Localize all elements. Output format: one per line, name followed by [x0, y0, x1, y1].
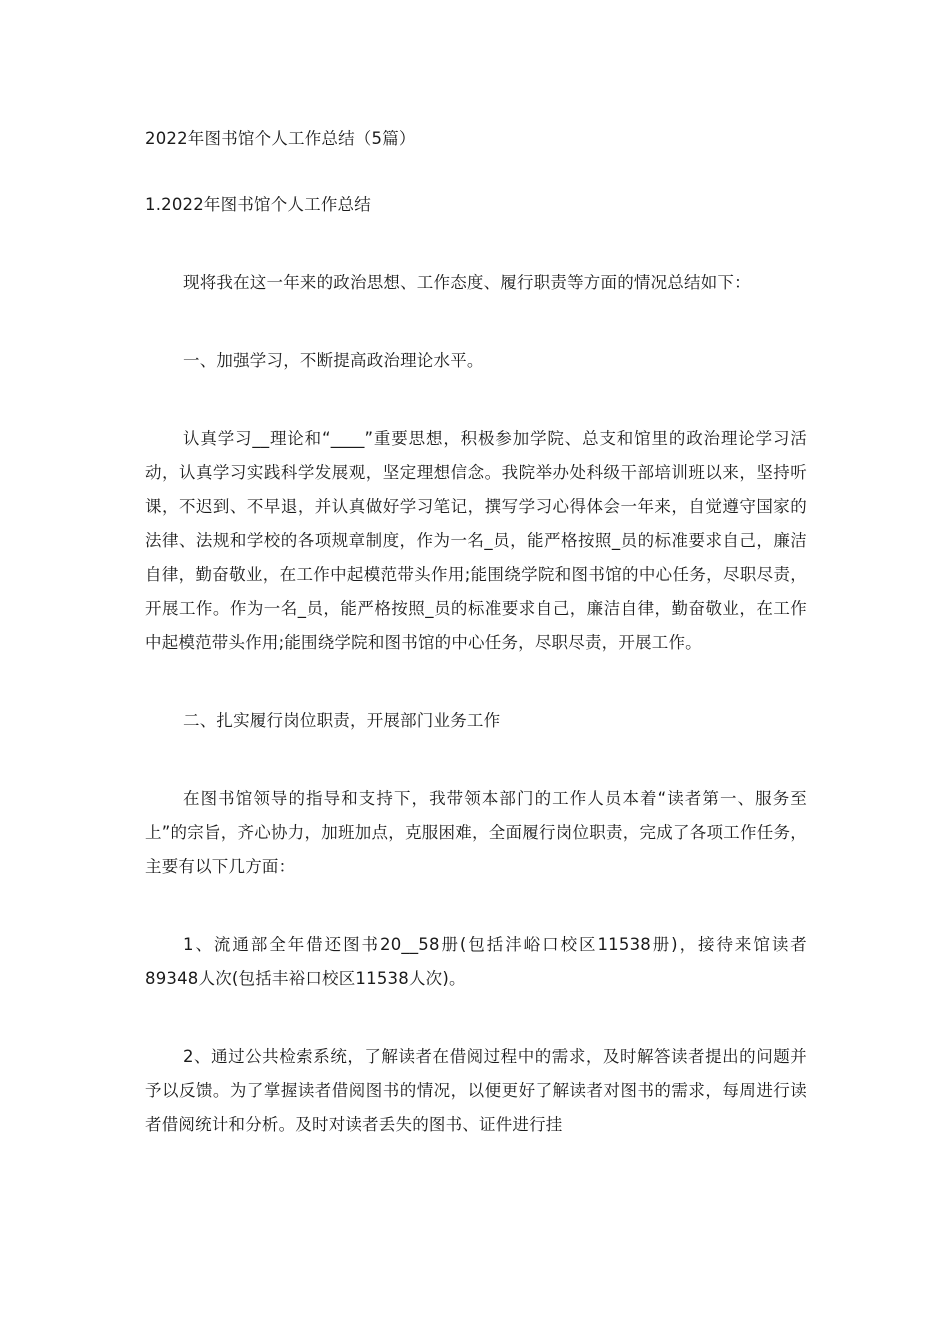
circulation-paragraph: 1、流通部全年借还图书20__58册(包括沣峪口校区11538册)，接待来馆读者89348人次(包括丰裕口校区11538人次)。 — [145, 935, 807, 988]
document-body — [145, 122, 807, 1186]
heading-study: 一、加强学习，不断提高政治理论水平。 — [183, 351, 484, 370]
retrieval-paragraph: 2、通过公共检索系统，了解读者在借阅过程中的需求，及时解答读者提出的问题并予以反馈。为了掌握读者借阅图书的情况，以便更好了解读者对图书的需求，每周进行读者借阅统计和分析。及时对读者丢失的图书、证件进行挂 — [145, 1047, 807, 1134]
heading-duties: 二、扎实履行岗位职责，开展部门业务工作 — [183, 711, 501, 730]
intro-paragraph: 现将我在这一年来的政治思想、工作态度、履行职责等方面的情况总结如下： — [183, 273, 751, 292]
duties-paragraph: 在图书馆领导的指导和支持下，我带领本部门的工作人员本着“读者第一、服务至上”的宗旨，齐心协力，加班加点，克服困难，全面履行岗位职责，完成了各项工作任务，主要有以下几方面： — [145, 789, 807, 876]
study-paragraph: 认真学习__理论和“____”重要思想，积极参加学院、总支和馆里的政治理论学习活动，认真学习实践科学发展观，坚定理想信念。我院举办处科级干部培训班以来，坚持听课，不迟到、不早退，并认真做好学习笔记，撰写学习心得体会一年来，自觉遵守国家的法律、法规和学校的各项规章制度，作为一名_员，能严格按照_员的标准要求自己，廉洁自律，勤奋敬业，在工作中起模范带头作用;能围绕学院和图书馆的中心任务，尽职尽责，开展工作。作为一名_员，能严格按照_员的标准要求自己，廉洁自律，勤奋敬业，在工作中起模范带头作用;能围绕学院和图书馆的中心任务，尽职尽责，开展工作。 — [145, 429, 807, 652]
section-title: 1.2022年图书馆个人工作总结 — [145, 195, 371, 214]
document-title: 2022年图书馆个人工作总结（5篇） — [145, 129, 416, 148]
